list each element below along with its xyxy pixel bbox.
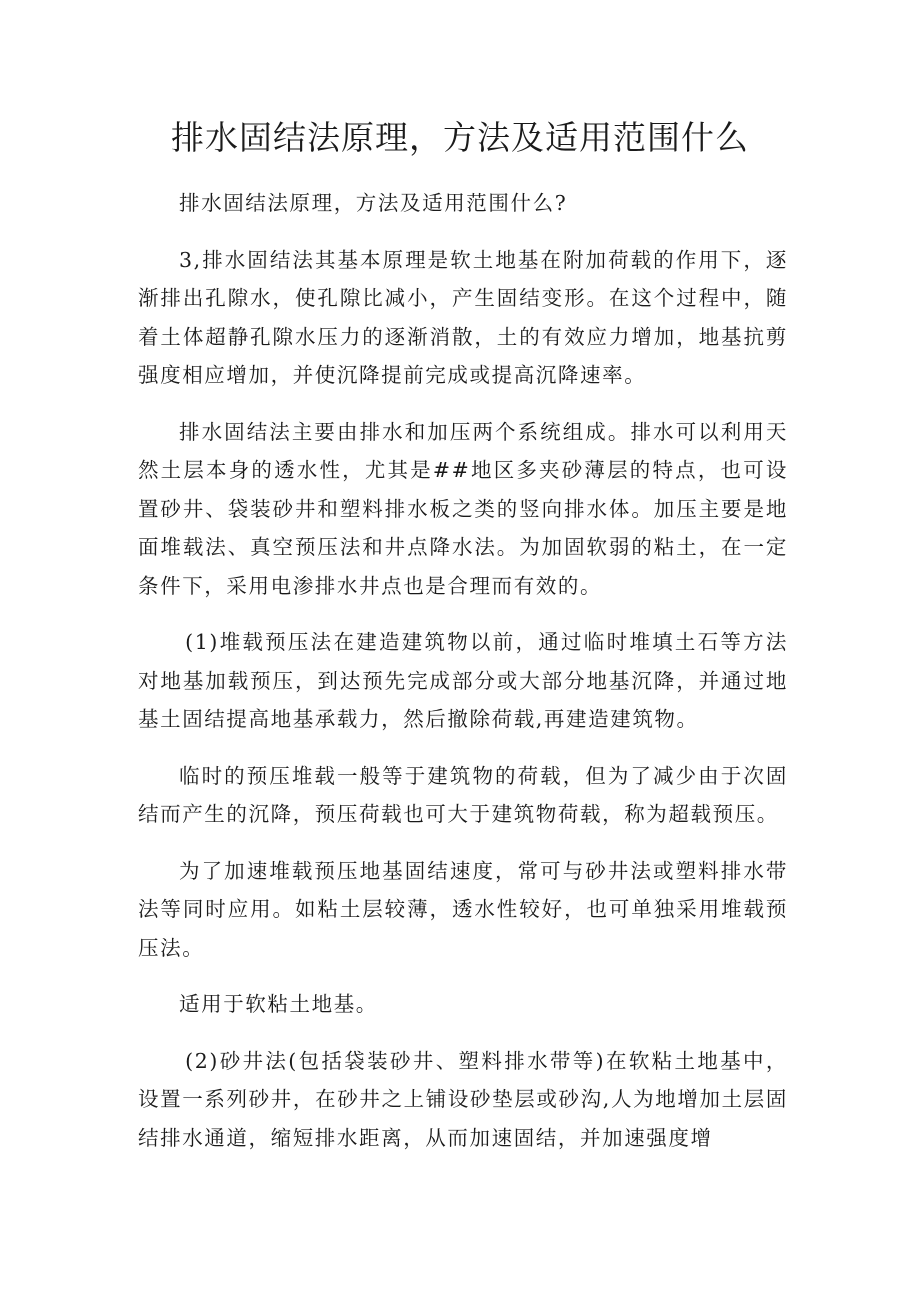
paragraph-surcharge-preloading: (1)堆载预压法在建造建筑物以前，通过临时堆填土石等方法对地基加载预压，到达预先完成部分或大部分地基沉降，并通过地基土固结提高地基承载力，然后撤除荷载,再建造建筑物。 [138,630,788,731]
paragraph-systems: 排水固结法主要由排水和加压两个系统组成。排水可以利用天然土层本身的透水性，尤其是##地区多夹砂薄层的特点，也可设置砂井、袋装砂井和塑料排水板之类的竖向排水体。加压主要是地面堆载法、真空预压法和井点降水法。为加固软弱的粘土，在一定条件下，采用电渗排水井点也是合理而有效的。 [138,419,788,598]
paragraph-question: 排水固结法原理，方法及适用范围什么? [179,191,568,215]
paragraph-combined-method: 为了加速堆载预压地基固结速度，常可与砂井法或塑料排水带法等同时应用。如粘土层较薄，透水性较好，也可单独采用堆载预压法。 [138,858,788,960]
paragraph-principle: 3,排水固结法其基本原理是软土地基在附加荷载的作用下，逐渐排出孔隙水，使孔隙比减小，产生固结变形。在这个过程中，随着土体超静孔隙水压力的逐渐消散，土的有效应力增加，地基抗剪强度相应增加，并使沉降提前完成或提高沉降速率。 [138,247,788,387]
document-title: 排水固结法原理，方法及适用范围什么 [171,118,749,157]
paragraph-overload-preloading: 临时的预压堆载一般等于建筑物的荷载，但为了减少由于次固结而产生的沉降，预压荷载也可大于建筑物荷载，称为超载预压。 [138,763,788,826]
paragraph-applicability: 适用于软粘土地基。 [179,992,378,1016]
document-body [138,184,788,1175]
paragraph-sand-well: (2)砂井法(包括袋装砂井、塑料排水带等)在软粘土地基中，设置一系列砂井，在砂井之上铺设砂垫层或砂沟,人为地增加土层固结排水通道，缩短排水距离，从而加速固结，并加速强度增 [138,1048,788,1150]
